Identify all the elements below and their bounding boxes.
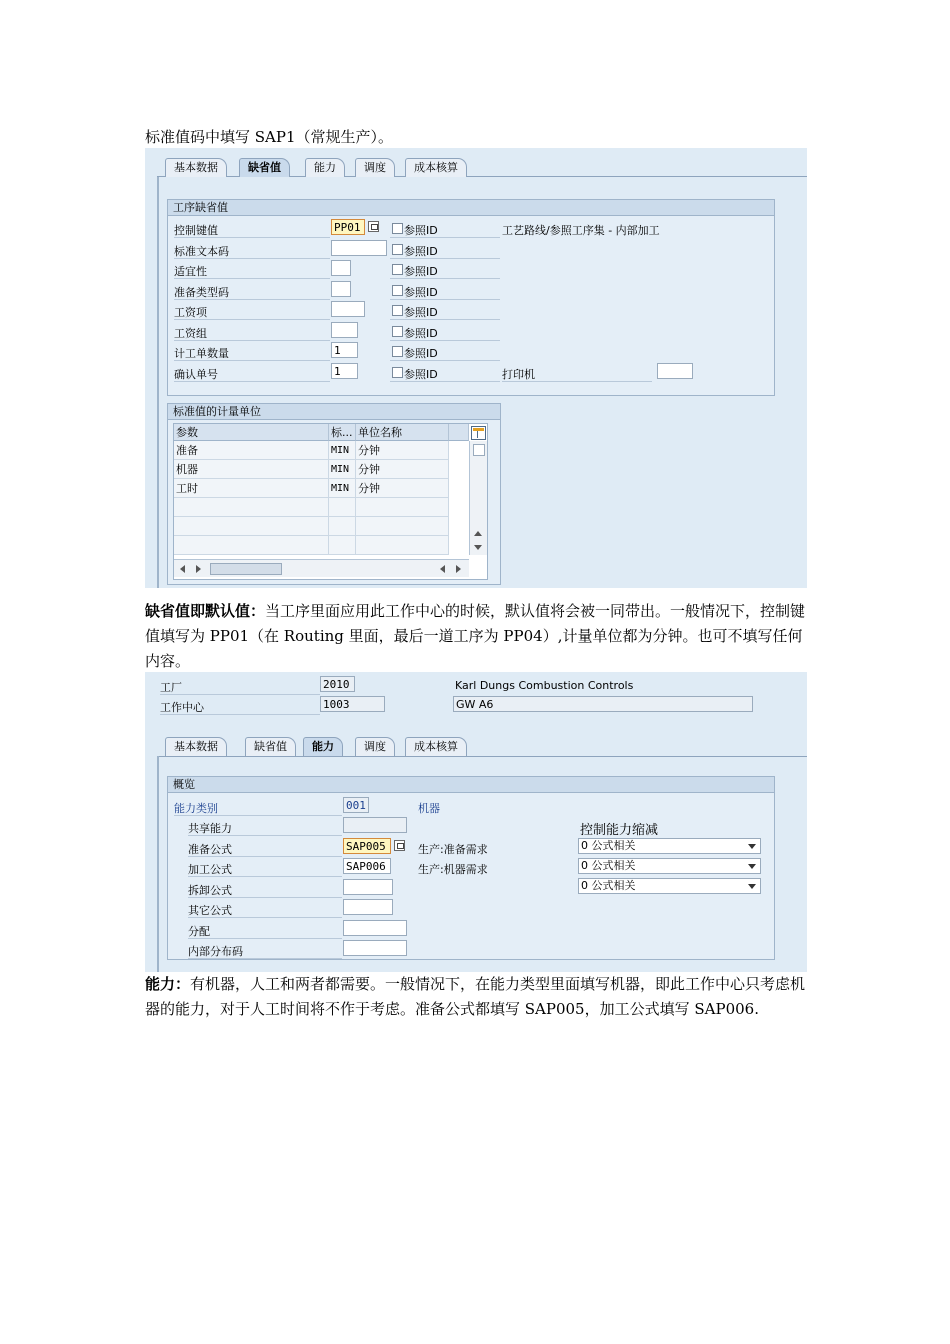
scroll-right-icon[interactable] [456,565,461,573]
tab-default-values[interactable]: 缺省值 [245,737,296,756]
horizontal-scrollbar[interactable] [174,559,469,577]
setup-type-input[interactable] [331,281,351,297]
processing-formula-input[interactable]: SAP006 [343,858,391,874]
table-cell[interactable] [356,498,449,517]
table-settings-icon[interactable] [471,426,486,440]
other-formula-input[interactable] [343,899,393,915]
setup-type-label: 准备类型码 [174,286,229,299]
printer-input[interactable] [657,363,693,379]
tab-default-values[interactable]: 缺省值 [239,158,290,177]
tab-costing[interactable]: 成本核算 [405,158,467,177]
ref-checkbox-suitability[interactable] [392,264,403,275]
tab-costing[interactable]: 成本核算 [405,737,467,756]
table-cell[interactable] [329,498,356,517]
scroll-left-icon[interactable] [440,565,445,573]
value-help-icon[interactable] [368,221,379,232]
std-value-units-group [167,403,501,585]
wage-group-input[interactable] [331,322,358,338]
paragraph-bold-lead: 缺省值即默认值： [145,602,266,620]
plant-input[interactable]: 2010 [320,676,355,692]
ref-checkbox-setup-type[interactable] [392,285,403,296]
work-center-label: 工作中心 [160,701,204,714]
table-cell[interactable] [174,517,329,536]
processing-formula-label: 加工公式 [188,863,232,876]
tab-scheduling[interactable]: 调度 [355,158,395,177]
chevron-down-icon[interactable] [748,864,756,869]
tab-strip [165,158,785,178]
confirmation-slips-input[interactable]: 1 [331,363,358,379]
processing-formula-description: 生产:机器需求 [418,863,488,876]
capacity-reduction-title: 控制能力缩减 [580,823,659,838]
group-title: 概览 [168,777,774,793]
table-cell[interactable]: MIN [329,441,356,460]
group-title: 工序缺省值 [168,200,774,216]
scroll-thumb[interactable] [210,563,282,575]
tab-basic-data[interactable]: 基本数据 [165,158,227,177]
shared-capacity-input[interactable] [343,817,407,833]
suitability-label: 适宜性 [174,265,207,278]
column-header-std-unit[interactable]: 标... [329,424,356,441]
dropdown-value: 0 公式相关 [581,879,636,892]
internal-distribution-input[interactable] [343,940,407,956]
table-cell[interactable]: 机器 [174,460,329,479]
table-cell[interactable]: 分钟 [356,441,449,460]
scroll-up-icon[interactable] [474,531,482,536]
tab-capacity[interactable]: 能力 [305,158,345,177]
work-center-description: GW A6 [453,696,753,712]
table-cell[interactable]: 工时 [174,479,329,498]
wage-type-label: 工资项 [174,306,207,319]
paragraph-bold-lead: 能力： [145,975,191,993]
work-center-input[interactable]: 1003 [320,696,385,712]
tab-basic-data[interactable]: 基本数据 [165,737,227,756]
teardown-formula-input[interactable] [343,879,393,895]
table-cell[interactable]: MIN [329,479,356,498]
time-tickets-label: 计工单数量 [174,347,229,360]
confirmation-slips-label: 确认单号 [174,368,218,381]
ref-label: 参照ID [404,368,438,381]
setup-formula-description: 生产:准备需求 [418,843,488,856]
ref-checkbox-std-text[interactable] [392,244,403,255]
plant-name: Karl Dungs Combustion Controls [455,679,634,692]
capacity-category-label: 能力类别 [174,802,218,815]
std-text-key-input[interactable] [331,240,387,256]
screenshot-capacity [145,672,807,972]
table-cell[interactable] [174,536,329,555]
control-key-description: 工艺路线/参照工序集 - 内部加工 [502,224,660,237]
reduction-dropdown-teardown[interactable] [578,878,761,894]
tab-scheduling[interactable]: 调度 [355,737,395,756]
table-cell[interactable]: 准备 [174,441,329,460]
column-header-unit-name[interactable]: 单位名称 [356,424,449,441]
ref-checkbox-confirmation[interactable] [392,367,403,378]
suitability-input[interactable] [331,260,351,276]
table-cell[interactable] [174,498,329,517]
distribution-label: 分配 [188,925,210,938]
ref-checkbox-time-tickets[interactable] [392,346,403,357]
paragraph-default-values [145,599,810,674]
ref-label: 参照ID [404,245,438,258]
group-title: 标准值的计量单位 [168,404,500,420]
reduction-dropdown-setup[interactable] [578,838,761,854]
capacity-category-input[interactable]: 001 [343,797,369,813]
time-tickets-input[interactable]: 1 [331,342,358,358]
std-text-key-label: 标准文本码 [174,245,229,258]
dropdown-value: 0 公式相关 [581,839,636,852]
paragraph-text: 当工序里面应用此工作中心的时候，默认值将会被一同带出。一般情况下，控制键值填写为 PP01（在 Routing 里面，最后一道工序为 PP04）,计量单位都为分钟。也可不填写任何内容。 [145,602,806,670]
ref-label: 参照ID [404,347,438,360]
control-key-label: 控制键值 [174,224,218,237]
teardown-formula-label: 拆卸公式 [188,884,232,897]
vertical-scrollbar[interactable] [469,441,487,555]
ref-label: 参照ID [404,306,438,319]
paragraph-capacity [145,972,810,1022]
ref-label: 参照ID [404,224,438,237]
intro-text: 标准值码中填写 SAP1（常规生产）。 [145,128,394,146]
printer-label: 打印机 [502,368,535,381]
shared-capacity-label: 共享能力 [188,822,232,835]
screenshot-default-values [145,148,807,588]
control-key-input[interactable]: PP01 [331,219,365,235]
wage-type-input[interactable] [331,301,365,317]
paragraph-text: 有机器，人工和两者都需要。一般情况下，在能力类型里面填写机器，即此工作中心只考虑机器的能力，对于人工时间将不作于考虑。准备公式都填写 SAP005，加工公式填写 SAP006. [145,975,806,1018]
ref-checkbox-wage-type[interactable] [392,305,403,316]
ref-checkbox-control-key[interactable] [392,223,403,234]
ref-label: 参照ID [404,286,438,299]
table-cell[interactable] [329,536,356,555]
column-header-parameter[interactable]: 参数 [174,424,329,441]
scroll-right-icon[interactable] [196,565,201,573]
table-cell[interactable]: 分钟 [356,479,449,498]
ref-label: 参照ID [404,265,438,278]
capacity-category-description: 机器 [418,802,440,815]
scroll-left-icon[interactable] [180,565,185,573]
table-cell[interactable]: 分钟 [356,460,449,479]
other-formula-label: 其它公式 [188,904,232,917]
table-cell[interactable]: MIN [329,460,356,479]
setup-formula-label: 准备公式 [188,843,232,856]
ref-checkbox-wage-group[interactable] [392,326,403,337]
wage-group-label: 工资组 [174,327,207,340]
operation-defaults-group [167,199,775,396]
ref-label: 参照ID [404,327,438,340]
scroll-down-icon[interactable] [474,545,482,550]
tab-strip [165,737,785,757]
table-cell[interactable] [356,517,449,536]
internal-distribution-label: 内部分布码 [188,945,243,958]
plant-label: 工厂 [160,681,182,694]
tab-capacity[interactable]: 能力 [303,737,343,756]
overview-group [167,776,775,960]
chevron-down-icon[interactable] [748,844,756,849]
table-cell[interactable] [329,517,356,536]
table-cell[interactable] [356,536,449,555]
setup-formula-input[interactable]: SAP005 [343,838,391,854]
dropdown-value: 0 公式相关 [581,859,636,872]
reduction-dropdown-processing[interactable] [578,858,761,874]
chevron-down-icon[interactable] [748,884,756,889]
units-table [173,423,488,580]
value-help-icon[interactable] [394,840,405,851]
distribution-input[interactable] [343,920,407,936]
